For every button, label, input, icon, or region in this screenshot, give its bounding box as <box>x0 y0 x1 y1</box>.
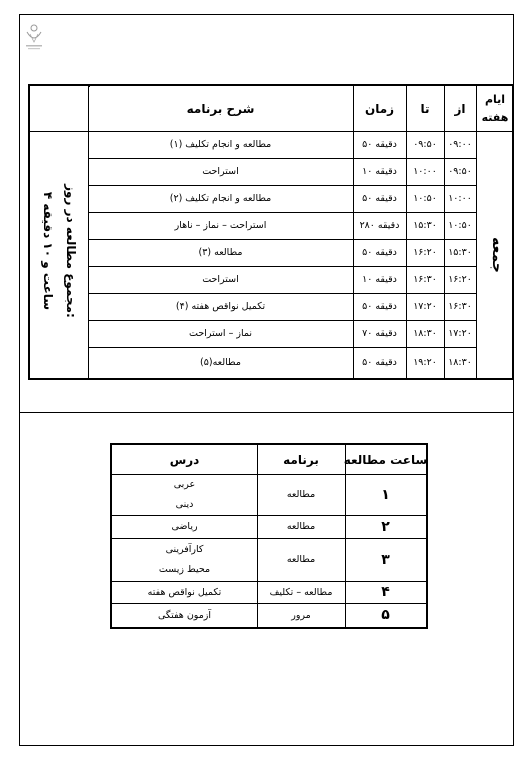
lesson-name: تکمیل نواقص هفته <box>147 586 222 598</box>
row-time: ۵۰ دقیقه <box>362 139 397 150</box>
row-to: ۱۷:۲۰ <box>413 301 437 312</box>
row-time: ۱۰ دقیقه <box>362 166 397 177</box>
program-cell: مطالعه <box>286 554 316 565</box>
row-from: ۱۶:۲۰ <box>448 274 472 285</box>
header-study-hour: ساعت مطالعه <box>343 452 428 467</box>
total-study-label: مجموع مطالعه در روز: <box>64 184 78 318</box>
row-description: نماز – استراحت <box>189 328 252 339</box>
study-hour-number: ۲ <box>381 518 390 535</box>
lesson-name: ریاضی <box>171 521 198 532</box>
row-description: استراحت – نماز – ناهار <box>174 220 267 231</box>
row-from: ۰۹:۵۰ <box>448 166 472 177</box>
row-description: مطالعه و انجام تکلیف (۲) <box>169 193 272 204</box>
section-divider <box>19 412 514 413</box>
row-to: ۱۶:۳۰ <box>413 274 437 285</box>
study-hour-number: ۴ <box>381 584 390 600</box>
total-study-value: ۴ ساعت و ۱۰ دقیقه <box>41 191 55 311</box>
lesson-name: کارآفرینی <box>165 543 204 555</box>
schedule-table <box>28 84 514 380</box>
row-to: ۱۹:۲۰ <box>413 357 437 368</box>
row-from: ۱۶:۳۰ <box>448 301 472 312</box>
row-description: استراحت <box>202 274 239 285</box>
header-lesson: درس <box>169 452 200 467</box>
row-time: ۱۰ دقیقه <box>362 274 397 285</box>
program-cell: مطالعه <box>286 521 316 532</box>
header-description: شرح برنامه <box>186 101 255 116</box>
lesson-name: دینی <box>175 498 194 510</box>
lesson-name: عربی <box>173 478 196 490</box>
program-cell: مطالعه <box>286 489 316 500</box>
row-time: ۵۰ دقیقه <box>362 193 397 204</box>
header-time: زمان <box>364 101 395 116</box>
row-to: ۱۰:۰۰ <box>413 166 437 177</box>
row-description: استراحت <box>202 166 239 177</box>
row-to: ۰۹:۵۰ <box>413 139 437 150</box>
row-from: ۰۹:۰۰ <box>448 139 472 150</box>
row-time: ۵۰ دقیقه <box>362 301 397 312</box>
row-time: ۲۸۰ دقیقه <box>359 220 400 231</box>
row-to: ۱۵:۳۰ <box>413 220 437 231</box>
row-to: ۱۶:۲۰ <box>413 247 437 258</box>
lesson-cell <box>112 538 257 581</box>
header-days: ایام هفته <box>481 92 509 124</box>
header-from: از <box>454 101 466 116</box>
row-description: مطالعه (۳) <box>198 247 243 258</box>
logo-icon <box>22 22 46 52</box>
lesson-cell <box>112 474 257 515</box>
lesson-name: آزمون هفتگی <box>157 609 212 621</box>
row-from: ۱۰:۵۰ <box>448 220 472 231</box>
header-to: تا <box>420 101 430 116</box>
row-time: ۷۰ دقیقه <box>362 328 397 339</box>
row-from: ۱۸:۳۰ <box>448 357 472 368</box>
row-description: مطالعه و انجام تکلیف (۱) <box>169 139 272 150</box>
program-cell: مرور <box>291 609 311 621</box>
row-from: ۱۷:۲۰ <box>448 328 472 339</box>
program-cell: مطالعه – تکلیف <box>269 586 333 598</box>
row-description: مطالعه(۵) <box>200 357 241 368</box>
study-hour-number: ۵ <box>381 607 390 623</box>
study-table <box>110 443 428 629</box>
row-from: ۱۵:۳۰ <box>448 247 472 258</box>
row-time: ۵۰ دقیقه <box>362 357 397 368</box>
study-hour-number: ۱ <box>381 486 390 503</box>
row-to: ۱۰:۵۰ <box>413 193 437 204</box>
row-to: ۱۸:۳۰ <box>413 328 437 339</box>
header-program: برنامه <box>283 452 319 467</box>
row-time: ۵۰ دقیقه <box>362 247 397 258</box>
day-label: جمعه <box>489 237 505 273</box>
lesson-name: محیط زیست <box>158 563 211 575</box>
row-from: ۱۰:۰۰ <box>448 193 472 204</box>
row-description: تکمیل نواقص هفته (۴) <box>175 301 266 312</box>
study-hour-number: ۳ <box>381 551 390 568</box>
